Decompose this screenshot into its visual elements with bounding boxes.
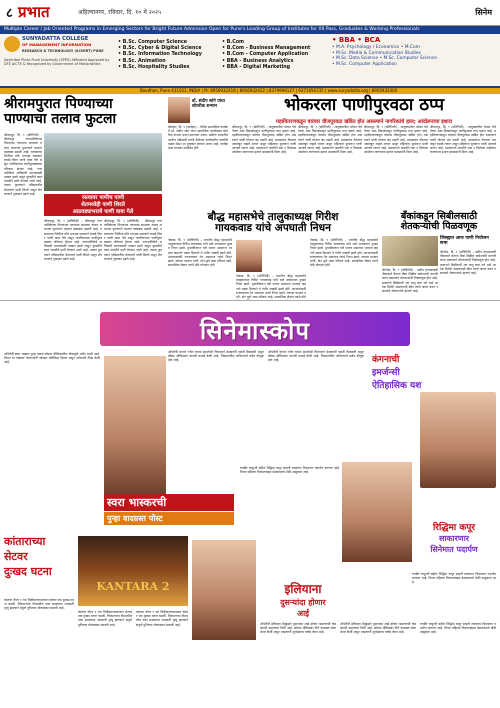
headline-2: गायकवाड यांचे अपघाती निधन [215, 222, 331, 235]
article-body: नेवासा, दि. ९ (प्रतिनिधी) - भारतीय बौद्ध महासभेचे तालुकाध्यक्ष गिरीश गायकवाड यांचे रस्ते अपघातात दुःखद निधन झाले. दुचाकीवरून घरी परतत असताना भरधाव वाहनाने धडक दिल्याने ते गंभीर जखमी झाले होते. उपचारासाठी रुग्णालयात नेत असताना त्यांचे निधन झाले. त्यांच्या पश्चात पत्नी, दोन मुले असा परिवार आहे. सामाजिक क्षेत्रात त्यांचे मोठे योगदान होते. [168, 238, 232, 268]
ad-course-item: • B.Sc. Computer Science [118, 40, 187, 45]
ad-courses [118, 36, 328, 86]
farmer-photo [382, 236, 438, 266]
riddhima-headline: रिद्धिमा कपूर साकारणार सिनेमात पदार्पण [430, 523, 478, 554]
article-body-2: श्रीरामपूर, दि. ९ (प्रतिनिधी) - तालुक्यातील भोकर येथे गेल्या आठ दिवसांपासून पाणीपुरवठा ठप्प झाला आहे. महावितरणकडून वारंवार वीजपुरवठा खंडित होत असल्याने पाणी योजना बंद पडली आहे. ग्रामस्थांना टँकरवर अवलंबून राहावे लागत असून महिलांना दूरवरून पाणी आणावे लागत आहे. प्रशासनाने तातडीने लक्ष न दिल्यास आंदोलन करण्याचा इशारा ग्रामस्थांनी दिला आहे. [298, 125, 362, 155]
article-body: श्रीरामपूर, दि. ९ (प्रतिनिधी) - श्रीरामपूर नगरपालिकेच्या पिण्याच्या पाण्याचा साठवण तलाव अचानक फुटल्याने शहरात खळबळ उडाली आहे. तलावाच्या भिंतीला मोठे भगदाड पडल्याने लाखो लिटर पाणी वाया गेले असून नागरिकांच्या पाणीपुरवठ्यावर परिणाम होणार आहे. नगरपालिकेचे अधिकारी घटनास्थळी दाखल झाले असून दुरुस्तीचे काम तातडीने हाती घेण्यात आले आहे. तलाव फुटल्याने परिसरातील शेतांमध्ये पाणी शिरले असून शेतकऱ्यांचे नुकसान झाले आहे. [4, 133, 42, 196]
section-label: सिनेम [475, 8, 492, 17]
article-body: अभिनेत्री कंगना रनौत यांच्या इमर्जन्सी चित्रपटाने प्रेक्षकांची पसंती मिळवली असून बॉक्स ऑफिसवर चांगली कमाई केली आहे. चित्रपटातील अभिनयाचे सर्वत्र कौतुक होत आहे. [168, 350, 264, 363]
riddhima-photo [342, 462, 412, 562]
headline-2: शेतकऱ्यांची पिळवणूक [400, 220, 478, 232]
ad-course-item: • B.Com - Computer Application [222, 52, 309, 58]
article-body: अभिनेत्री इलियाना डिक्रूझने दुसऱ्यांदा आई होणार असल्याची गोड बातमी चाहत्यांना दिली आहे. सोशल मीडियावर तिने याबाबत पोस्ट शेअर केली असून चाहत्यांनी शुभेच्छांचा वर्षाव केला आहे. [260, 622, 336, 635]
page-number: ८ [6, 6, 13, 21]
article-shrirampur-lake[interactable] [4, 97, 164, 297]
ad-affiliation: Savitribai Phule Pune University (SPPU) Affiliated Approved by DTE AICTE & Recognized by Government of Maharashtra [4, 58, 110, 67]
kantara-body-3: कांतारा चॅप्टर १ च्या चित्रीकरणादरम्यान सेटवर एक दुःखद घटना घडली. चित्रपटाच्या टीममधील एका सदस्याचा अपघाती मृत्यू झाल्याने संपूर्ण युनिटवर शोककळा पसरली आहे. [136, 610, 188, 627]
side-headline: जिल्ह्यात आज पाणी नियोजन सभा [440, 236, 489, 247]
ad-course-item: • B.Com - Business Management [222, 46, 311, 52]
article-sanman[interactable] [168, 97, 228, 209]
ad-course-item: • B.Sc. Animation [118, 58, 166, 64]
byline: डॉ. संदीप सांगे यांचा सोयरीक सन्मान [192, 99, 225, 110]
ad-course-item: • B.Sc. Cyber & Digital Science [118, 46, 202, 52]
ad-course-item: • BBA - Business Analytics [222, 58, 294, 64]
headline: बँकांकडून सिबीलसाठी [400, 211, 478, 222]
headline: भोकरला पाणीपुरवठा ठप्प [284, 95, 444, 115]
cinemascope-title: सिनेमास्कोप [200, 317, 310, 345]
subhead: महावितरणकडून वारंवार वीजपुरवठा खंडित होत असल्याने नागरिकांचे हाल; आंदोलनाचा इशारा [275, 118, 453, 125]
ad-left [4, 36, 114, 86]
headline: बौद्ध महासभेचे तालुकाध्यक्ष गिरीश [207, 211, 339, 223]
article-body: श्रीरामपूर, दि. ९ (प्रतिनिधी) - तालुक्यातील भोकर येथे गेल्या आठ दिवसांपासून पाणीपुरवठा ठप्प झाला आहे. महावितरणकडून वारंवार वीजपुरवठा खंडित होत असल्याने पाणी योजना बंद पडली आहे. ग्रामस्थांना टँकरवर अवलंबून राहावे लागत असून महिलांना दूरवरून पाणी आणावे लागत आहे. प्रशासनाने तातडीने लक्ष न दिल्यास आंदोलन करण्याचा इशारा ग्रामस्थांनी दिला आहे. [232, 125, 296, 155]
ad-right-course: • M.Sc. Computer Application [332, 61, 397, 67]
headline: श्रीरामपुरात पिण्याच्या [4, 96, 113, 112]
person-photo [168, 97, 190, 123]
ad-right-course: • M.Sc. Data Science • M.Sc. Computer Science [332, 56, 437, 61]
ad-right-panel [332, 36, 496, 86]
story-swara[interactable] [4, 352, 100, 502]
kantara-headline: कांताराच्या सेटवर दुःखद घटना [4, 535, 52, 578]
swara-photo [104, 356, 166, 496]
article-body-2: अभिनेत्री इलियाना डिक्रूझने दुसऱ्यांदा आई होणार असल्याची गोड बातमी चाहत्यांना दिली आहे. सोशल मीडियावर तिने याबाबत पोस्ट शेअर केली असून चाहत्यांनी शुभेच्छांचा वर्षाव केला आहे. [340, 622, 416, 635]
college-advertisement[interactable] [0, 34, 500, 88]
pull-quote: रस्त्यावर पाणीच पाणी शेतमध्येही पाणी शिरले आठवड्याभराचे पाणी वाया गेले [44, 194, 162, 216]
ad-course-item: • BBA - Digital Marketing [222, 64, 291, 70]
article-body: कोल्हार, दि. ९ (वार्ताहर) - येथील सामाजिक कार्यकर्ते डॉ. संदीप सांगे यांना सामाजिक कार्याबद्दल सोयरीक सन्मान प्रदान करण्यात आला. ग्रामीण भागातील आरोग्य सेवेसाठी त्यांनी केलेल्या उल्लेखनीय कार्याची दखल घेऊन हा पुरस्कार देण्यात आला आहे. कार्यक्रमास मान्यवर उपस्थित होते. [168, 125, 228, 151]
kantara-body-2: कांतारा चॅप्टर १ च्या चित्रीकरणादरम्यान सेटवर एक दुःखद घटना घडली. चित्रपटाच्या टीममधील एका सदस्याचा अपघाती मृत्यू झाल्याने संपूर्ण युनिटवर शोककळा पसरली आहे. [78, 610, 132, 627]
ileana-headline: इलियाना दुसऱ्यांदा होणार आई [280, 582, 326, 618]
ad-strip: Multiple Career / Job Oriented Programs in Emerging Sectors for Bright Future Admission Open for Pune's Leading Group of Institutes for XII Pass, Graduates & Working Professionals [0, 26, 500, 34]
kantara-poster: KANTARA 2 [78, 536, 188, 606]
article-body-3: नेवासा, दि. ९ (प्रतिनिधी) - भारतीय बौद्ध महासभेचे तालुकाध्यक्ष गिरीश गायकवाड यांचे रस्ते अपघातात दुःखद निधन झाले. दुचाकीवरून घरी परतत असताना भरधाव वाहनाने धडक दिल्याने ते गंभीर जखमी झाले होते. उपचारासाठी रुग्णालयात नेत असताना त्यांचे निधन झाले. त्यांच्या पश्चात पत्नी, दोन मुले असा परिवार आहे. सामाजिक क्षेत्रात त्यांचे मोठे योगदान होते. [310, 238, 378, 268]
article-body-3: श्रीरामपूर, दि. ९ (प्रतिनिधी) - तालुक्यातील भोकर येथे गेल्या आठ दिवसांपासून पाणीपुरवठा ठप्प झाला आहे. महावितरणकडून वारंवार वीजपुरवठा खंडित होत असल्याने पाणी योजना बंद पडली आहे. ग्रामस्थांना टँकरवर अवलंबून राहावे लागत असून महिलांना दूरवरून पाणी आणावे लागत आहे. प्रशासनाने तातडीने लक्ष न दिल्यास आंदोलन करण्याचा इशारा ग्रामस्थांनी दिला आहे. [364, 125, 428, 155]
article-body-2: श्रीगोंदा, दि. ९ (प्रतिनिधी) - खरीप हंगामासाठी पीककर्ज घेताना बँका सिबील स्कोअरची मागणी करत असल्याने शेतकऱ्यांची पिळवणूक होत आहे. शासनाने सिबीलची अट लागू करू नये असे आदेश दिलेले असतानाही बँका त्याचे पालन करत नसल्याचे शेतकऱ्यांचे म्हणणे आहे. [440, 250, 496, 276]
ileana-photo [192, 540, 256, 640]
article-body-2: अभिनेत्री कंगना रनौत यांच्या इमर्जन्सी चित्रपटाने प्रेक्षकांची पसंती मिळवली असून बॉक्स ऑफिसवर चांगली कमाई केली आहे. चित्रपटातील अभिनयाचे सर्वत्र कौतुक होत आहे. [268, 350, 364, 363]
ad-right-course: • M.A. Psychology / Economics • M.Com [332, 45, 420, 50]
swara-headline: स्वरा भास्करची पुन्हा वादग्रस्त पोस्ट [104, 494, 234, 532]
riddhima-body-2: रणबीर कपूरची बहीण रिद्धिमा कपूर साहनी लवकरच चित्रपटात पदार्पण करणार आहे. तिच्या पहिल्या चित्रपटाबद्दल प्रेक्षकांमध्ये मोठी उत्सुकता आहे. [412, 572, 496, 585]
headline-2: पाण्याचा तलाव फुटला [4, 110, 117, 127]
article-body-2: नेवासा, दि. ९ (प्रतिनिधी) - भारतीय बौद्ध महासभेचे तालुकाध्यक्ष गिरीश गायकवाड यांचे रस्ते अपघातात दुःखद निधन झाले. दुचाकीवरून घरी परतत असताना भरधाव वाहनाने धडक दिल्याने ते गंभीर जखमी झाले होते. उपचारासाठी रुग्णालयात नेत असताना त्यांचे निधन झाले. त्यांच्या पश्चात पत्नी, दोन मुले असा परिवार आहे. सामाजिक क्षेत्रात त्यांचे मोठे [236, 274, 306, 300]
kantara-body: कांतारा चॅप्टर १ च्या चित्रीकरणादरम्यान सेटवर एक दुःखद घटना घडली. चित्रपटाच्या टीममधील एका सदस्याचा अपघाती मृत्यू झाल्याने संपूर्ण युनिटवर शोककळा पसरली आहे. [4, 598, 74, 611]
article-body-2: श्रीरामपूर, दि. ९ (प्रतिनिधी) - श्रीरामपूर नगरपालिकेच्या पिण्याच्या पाण्याचा साठवण तलाव अचानक फुटल्याने शहरात खळबळ उडाली आहे. तलावाच्या भिंतीला मोठे भगदाड पडल्याने लाखो लिटर पाणी वाया गेले असून नागरिकांच्या पाणीपुरवठ्यावर परिणाम होणार आहे. नगरपालिकेचे अधिकारी घटनास्थळी दाखल झाले असून दुरुस्तीचे काम तातडीने हाती घेण्यात आले आहे. तलाव फुटल्याने परिसरातील शेतांमध्ये पाणी शिरले असून शेतकऱ्यांचे नुकसान झाले आहे. [44, 219, 102, 261]
ad-course-item: • B.Sc. Hospitality Studies [118, 64, 190, 70]
ad-course-item: • B.Com [222, 40, 245, 45]
article-body-3: रणबीर कपूरची बहीण रिद्धिमा कपूर साहनी लवकरच चित्रपटात पदार्पण करणार आहे. तिच्या पहिल्या चित्रपटाबद्दल प्रेक्षकांमध्ये मोठी उत्सुकता आहे. [420, 622, 496, 635]
page-header [0, 0, 500, 26]
article-cibil[interactable] [382, 212, 496, 298]
article-gaikwad[interactable] [168, 212, 378, 298]
college-logo-icon [4, 36, 20, 52]
date-line: अहिल्यानगर, रविवार, दि. १० मे २०२५ [78, 9, 162, 16]
lake-photo [44, 133, 162, 191]
kangana-photo [420, 392, 496, 488]
article-body: अभिनेत्री स्वरा भास्कर पुन्हा एकदा सोशल मीडियावरील पोस्टमुळे चर्चेत आली आहे. तिच्या या पोस्टवर नेटकऱ्यांनी जोरदार प्रतिक्रिया दिल्या असून अनेकांनी टीका केली आहे. [4, 352, 100, 365]
ad-contact-bar[interactable]: Bavdhan, Pune 411021, INDIA | M: 8956932419 | 8956932422 | 8379998127 | 9371056735 | www.suryadatta.org | 8956932400 [0, 88, 500, 94]
article-body-4: श्रीरामपूर, दि. ९ (प्रतिनिधी) - तालुक्यातील भोकर येथे गेल्या आठ दिवसांपासून पाणीपुरवठा ठप्प झाला आहे. महावितरणकडून वारंवार वीजपुरवठा खंडित होत असल्याने पाणी योजना बंद पडली आहे. ग्रामस्थांना टँकरवर अवलंबून राहावे लागत असून महिलांना दूरवरून पाणी आणावे लागत आहे. प्रशासनाने तातडीने लक्ष न दिल्यास आंदोलन करण्याचा इशारा ग्रामस्थांनी दिला आहे. [430, 125, 496, 155]
newspaper-logo: प्रभात [18, 3, 50, 21]
story-ileana[interactable] [260, 622, 496, 706]
article-bhokar-water[interactable] [232, 97, 496, 209]
article-body-3: श्रीरामपूर, दि. ९ (प्रतिनिधी) - श्रीरामपूर नगरपालिकेच्या पिण्याच्या पाण्याचा साठवण तलाव अचानक फुटल्याने शहरात खळबळ उडाली आहे. तलावाच्या भिंतीला मोठे भगदाड पडल्याने लाखो लिटर पाणी वाया गेले असून नागरिकांच्या पाणीपुरवठ्यावर परिणाम होणार आहे. नगरपालिकेचे अधिकारी घटनास्थळी दाखल झाले असून दुरुस्तीचे काम तातडीने हाती घेण्यात आले आहे. तलाव फुटल्याने परिसरातील शेतांमध्ये पाणी शिरले असून शेतकऱ्यांचे नुकसान झाले आहे. [104, 219, 162, 261]
article-body: रणबीर कपूरची बहीण रिद्धिमा कपूर साहनी लवकरच चित्रपटात पदार्पण करणार आहे. तिच्या पहिल्या चित्रपटाबद्दल प्रेक्षकांमध्ये मोठी उत्सुकता आहे. [240, 466, 340, 475]
college-name: SUNYADATTA COLLEGE OF MANAGEMENT INFORMATION RESEARCH & TECHNOLOGY (SCMIRT) PUNE [22, 36, 104, 53]
article-body: श्रीगोंदा, दि. ९ (प्रतिनिधी) - खरीप हंगामासाठी पीककर्ज घेताना बँका सिबील स्कोअरची मागणी करत असल्याने शेतकऱ्यांची पिळवणूक होत आहे. शासनाने सिबीलची अट लागू करू नये असे आदेश दिलेले असतानाही बँका त्याचे पालन करत नसल्याचे शेतकऱ्यांचे म्हणणे आहे. [382, 268, 438, 294]
ad-big-courses: • BBA • BCA [332, 36, 381, 44]
story-kangana[interactable] [168, 350, 368, 460]
kangana-headline: कंगनाची इमर्जन्सी ऐतिहासिक यश [372, 355, 422, 391]
ad-right-course: • M.Sc. Media & Communication Studies [332, 50, 421, 56]
person-photo [236, 240, 262, 272]
ad-course-item: • B.Sc. Information Technology [118, 52, 202, 58]
